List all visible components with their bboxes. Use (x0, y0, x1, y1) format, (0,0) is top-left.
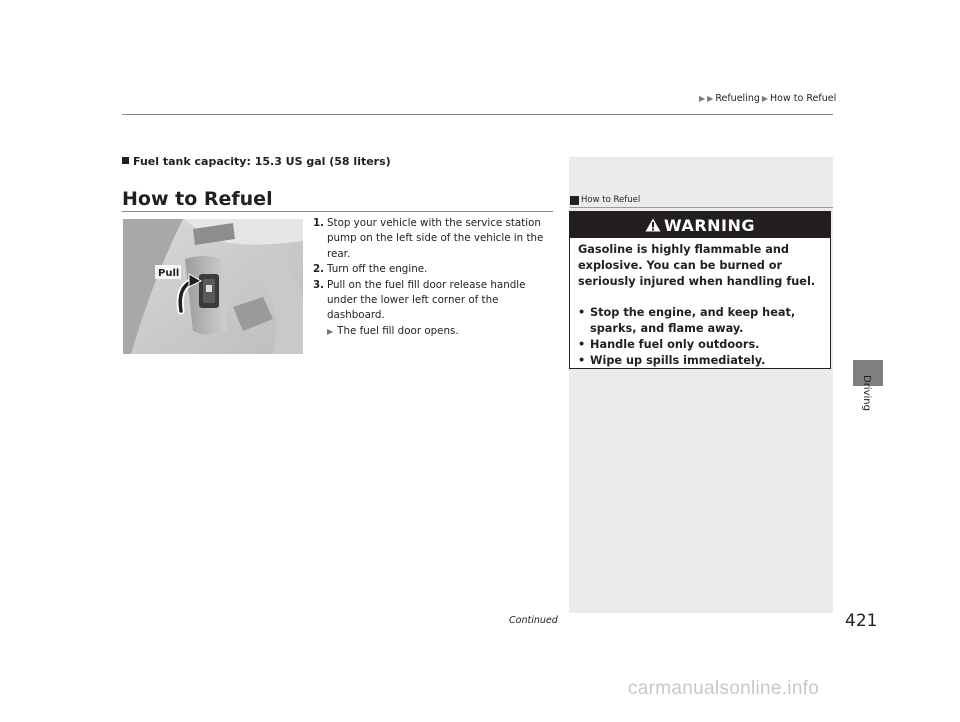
section-title: How to Refuel (122, 188, 273, 210)
fuel-release-handle-photo (123, 219, 303, 354)
step-text: Stop your vehicle with the service station pump on the left side of the vehicle in the rear. (327, 217, 544, 260)
list-item: • Handle fuel only outdoors. (578, 338, 760, 351)
list-item: • Wipe up spills immediately. (578, 354, 766, 367)
step-result (327, 324, 558, 339)
warning-header (570, 212, 830, 238)
warning-list (578, 305, 824, 369)
step-number: 3. (313, 278, 325, 291)
warning-heading: WARNING (664, 215, 755, 235)
triangle-icon: ▶ (761, 94, 769, 103)
step-number: 2. (313, 263, 325, 276)
warning-triangle-icon (645, 218, 661, 232)
continued-label: Continued (509, 615, 558, 626)
breadcrumb-item[interactable]: Refueling (715, 93, 760, 104)
warning-bullet: Handle fuel only outdoors. (590, 338, 760, 351)
triangle-icon: ▶ (327, 326, 334, 336)
pull-label: Pull (158, 268, 180, 279)
page-number: 421 (845, 611, 878, 631)
list-item: • Stop the engine, and keep heat, sparks, and flame away. (578, 305, 824, 337)
fuel-capacity-heading (122, 155, 391, 168)
list-item (313, 216, 558, 262)
warning-bullet: Stop the engine, and keep heat, sparks, and flame away. (590, 306, 796, 335)
step-text: Turn off the engine. (327, 263, 428, 276)
title-divider (122, 211, 553, 212)
procedure-steps (313, 216, 558, 339)
header-divider (122, 114, 833, 115)
fuel-capacity-text: Fuel tank capacity: 15.3 US gal (58 liters) (133, 155, 391, 168)
breadcrumb-item[interactable]: How to Refuel (770, 93, 837, 104)
warning-bullet: Wipe up spills immediately. (590, 354, 766, 367)
result-text: The fuel fill door opens. (337, 324, 459, 337)
warning-box (569, 211, 831, 369)
square-bullet-icon (122, 157, 129, 164)
warning-text: Gasoline is highly flammable and explosive. You can be burned or seriously injured when handling fuel. (578, 243, 816, 288)
step-text: Pull on the fuel fill door release handle under the lower left corner of the dashboard. (327, 278, 526, 322)
triangle-icon: ▶ (707, 94, 714, 103)
triangle-icon: ▶ (699, 94, 706, 103)
side-note-divider (570, 207, 833, 208)
step-number: 1. (313, 217, 325, 229)
side-note-heading (570, 195, 640, 205)
note-marker-icon (570, 196, 579, 205)
breadcrumb (697, 93, 836, 104)
watermark: carmanualsonline.info (628, 678, 820, 699)
list-item (313, 262, 558, 277)
side-note-title: How to Refuel (581, 195, 641, 205)
warning-body (578, 242, 824, 369)
chapter-tab-label[interactable]: Driving (861, 375, 872, 411)
list-item (313, 278, 558, 324)
